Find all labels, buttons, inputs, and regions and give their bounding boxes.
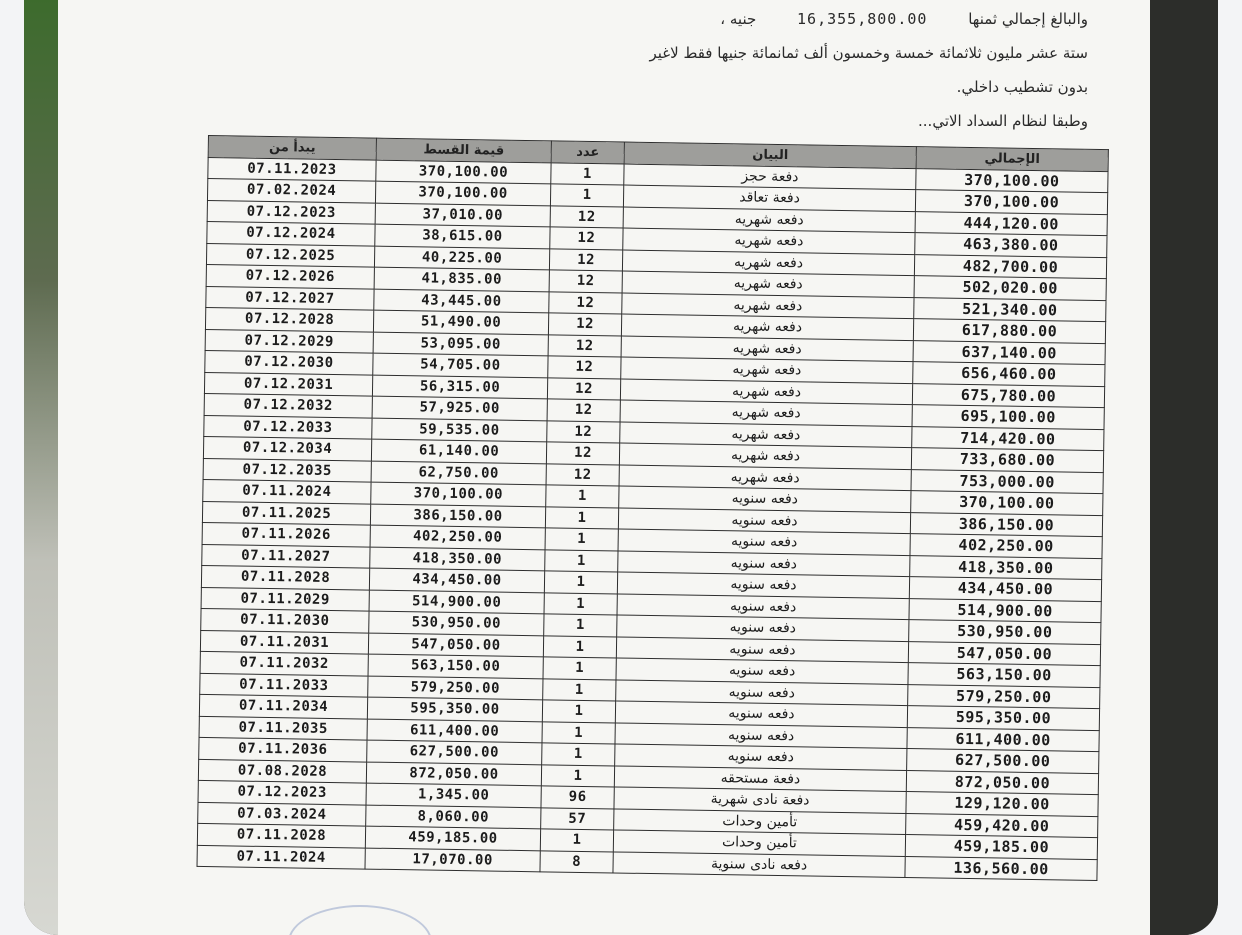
- cell-installment: 57,925.00: [372, 396, 547, 420]
- cell-count: 12: [550, 227, 623, 250]
- cell-total: 482,700.00: [914, 254, 1106, 279]
- cell-description: دفعه سنويه: [618, 550, 910, 576]
- company-seal: [288, 905, 432, 935]
- cell-total: 530,950.00: [909, 620, 1101, 645]
- cell-total: 611,400.00: [907, 727, 1099, 752]
- cell-count: 12: [546, 442, 619, 465]
- cell-total: 617,880.00: [913, 319, 1105, 344]
- cell-count: 1: [545, 506, 618, 529]
- cell-installment: 418,350.00: [370, 547, 545, 571]
- cell-installment: 37,010.00: [375, 203, 550, 227]
- cell-start: 07.12.2025: [206, 243, 374, 267]
- cell-description: دفعه سنويه: [615, 722, 907, 748]
- total-price-line: [720, 10, 1088, 28]
- cell-count: 12: [547, 420, 620, 443]
- cell-installment: 1,345.00: [366, 783, 541, 807]
- cell-description: دفعه سنويه: [618, 507, 910, 533]
- cell-count: 1: [541, 764, 614, 787]
- cell-count: 12: [546, 463, 619, 486]
- cell-installment: 402,250.00: [370, 525, 545, 549]
- cell-installment: 547,050.00: [368, 633, 543, 657]
- cell-description: تأمين وحدات: [614, 808, 906, 834]
- cell-description: دفعة حجز: [624, 164, 916, 190]
- cell-description: دفعه شهريه: [622, 271, 914, 297]
- cell-installment: 627,500.00: [367, 740, 542, 764]
- cell-total: 402,250.00: [910, 534, 1102, 559]
- cell-total: 136,560.00: [905, 856, 1097, 881]
- cell-count: 12: [548, 313, 621, 336]
- cell-description: دفعه سنويه: [618, 529, 910, 555]
- cell-description: دفعه سنويه: [617, 593, 909, 619]
- cell-count: 57: [541, 807, 614, 830]
- cell-start: 07.11.2029: [201, 587, 369, 611]
- cell-total: 656,460.00: [913, 362, 1105, 387]
- cell-installment: 53,095.00: [373, 332, 548, 356]
- cell-total: 514,900.00: [909, 598, 1101, 623]
- cell-installment: 43,445.00: [374, 289, 549, 313]
- cell-installment: 370,100.00: [376, 160, 551, 184]
- cell-start: 07.03.2024: [198, 802, 366, 826]
- cell-count: 12: [548, 356, 621, 379]
- total-label: والبالغ إجمالي ثمنها: [968, 10, 1088, 28]
- cell-count: 1: [543, 635, 616, 658]
- background-right: [1148, 0, 1218, 935]
- cell-count: 1: [544, 614, 617, 637]
- cell-start: 07.12.2024: [207, 221, 375, 245]
- cell-description: تأمين وحدات: [613, 830, 905, 856]
- cell-count: 1: [542, 721, 615, 744]
- cell-total: 459,185.00: [905, 835, 1097, 860]
- cell-start: 07.11.2027: [202, 544, 370, 568]
- cell-start: 07.12.2027: [206, 286, 374, 310]
- cell-installment: 40,225.00: [374, 246, 549, 270]
- cell-description: دفعه شهريه: [621, 314, 913, 340]
- cell-count: 1: [542, 700, 615, 723]
- cell-count: 12: [549, 270, 622, 293]
- cell-start: 07.12.2032: [204, 393, 372, 417]
- cell-description: دفعه شهريه: [620, 422, 912, 448]
- cell-count: 1: [545, 549, 618, 572]
- cell-total: 386,150.00: [910, 512, 1102, 537]
- cell-installment: 459,185.00: [365, 826, 540, 850]
- cell-start: 07.12.2026: [206, 264, 374, 288]
- cell-start: 07.11.2026: [202, 522, 370, 546]
- cell-count: 12: [547, 399, 620, 422]
- cell-count: 1: [543, 678, 616, 701]
- total-currency: جنيه ،: [720, 10, 757, 28]
- cell-installment: 611,400.00: [367, 719, 542, 743]
- cell-count: 1: [540, 829, 613, 852]
- cell-count: 1: [544, 592, 617, 615]
- cell-total: 370,100.00: [911, 491, 1103, 516]
- cell-start: 07.11.2028: [197, 823, 365, 847]
- cell-installment: 579,250.00: [368, 676, 543, 700]
- total-amount: 16,355,800.00: [797, 10, 928, 28]
- cell-start: 07.08.2028: [198, 759, 366, 783]
- column-header-description: البيان: [624, 142, 916, 168]
- cell-start: 07.11.2032: [200, 651, 368, 675]
- cell-installment: 514,900.00: [369, 590, 544, 614]
- cell-description: دفعه سنويه: [615, 744, 907, 770]
- cell-description: دفعه شهريه: [621, 357, 913, 383]
- cell-installment: 872,050.00: [366, 762, 541, 786]
- cell-total: 418,350.00: [910, 555, 1102, 580]
- cell-count: 1: [545, 528, 618, 551]
- cell-count: 12: [548, 334, 621, 357]
- cell-start: 07.12.2023: [198, 780, 366, 804]
- cell-total: 753,000.00: [911, 469, 1103, 494]
- cell-total: 444,120.00: [915, 211, 1107, 236]
- cell-count: 12: [550, 205, 623, 228]
- cell-start: 07.11.2024: [203, 479, 371, 503]
- cell-installment: 530,950.00: [369, 611, 544, 635]
- cell-description: دفعه شهريه: [619, 465, 911, 491]
- cell-count: 1: [542, 743, 615, 766]
- cell-total: 627,500.00: [907, 749, 1099, 774]
- cell-start: 07.12.2033: [204, 415, 372, 439]
- cell-count: 96: [541, 786, 614, 809]
- cell-description: دفعه نادى سنوية: [613, 851, 905, 877]
- total-in-words: ستة عشر مليون ثلاثمائة خمسة وخمسون ألف ثمانمائة جنيها فقط لاغير: [649, 44, 1088, 62]
- cell-installment: 370,100.00: [371, 482, 546, 506]
- cell-installment: 386,150.00: [370, 504, 545, 528]
- cell-installment: 8,060.00: [366, 805, 541, 829]
- cell-count: 8: [540, 850, 613, 873]
- cell-total: 714,420.00: [912, 426, 1104, 451]
- cell-installment: 595,350.00: [367, 697, 542, 721]
- cell-total: 370,100.00: [915, 190, 1107, 215]
- cell-start: 07.12.2034: [203, 436, 371, 460]
- cell-description: دفعه سنويه: [615, 701, 907, 727]
- cell-description: دفعه شهريه: [620, 400, 912, 426]
- cell-start: 07.12.2030: [205, 350, 373, 374]
- cell-count: 1: [543, 657, 616, 680]
- cell-description: دفعه شهريه: [621, 336, 913, 362]
- document-page: [58, 0, 1150, 935]
- cell-total: 129,120.00: [906, 792, 1098, 817]
- cell-total: 595,350.00: [907, 706, 1099, 731]
- cell-total: 463,380.00: [915, 233, 1107, 258]
- cell-start: 07.11.2028: [201, 565, 369, 589]
- cell-total: 521,340.00: [914, 297, 1106, 322]
- cell-count: 1: [544, 571, 617, 594]
- cell-description: دفعه شهريه: [622, 293, 914, 319]
- cell-description: دفعه سنويه: [619, 486, 911, 512]
- cell-count: 1: [550, 184, 623, 207]
- cell-description: دفعه شهريه: [619, 443, 911, 469]
- cell-description: دفعه شهريه: [623, 228, 915, 254]
- cell-start: 07.12.2023: [207, 200, 375, 224]
- cell-installment: 51,490.00: [373, 310, 548, 334]
- cell-count: 12: [549, 291, 622, 314]
- cell-start: 07.11.2035: [199, 716, 367, 740]
- payment-intro: وطبقا لنظام السداد الاتي...: [918, 112, 1088, 130]
- cell-total: 563,150.00: [908, 663, 1100, 688]
- cell-start: 07.11.2036: [199, 737, 367, 761]
- cell-description: دفعه سنويه: [616, 679, 908, 705]
- cell-description: دفعه سنويه: [616, 636, 908, 662]
- cell-start: 07.11.2025: [202, 501, 370, 525]
- cell-start: 07.11.2033: [200, 673, 368, 697]
- cell-total: 675,780.00: [912, 383, 1104, 408]
- cell-count: 12: [549, 248, 622, 271]
- cell-total: 434,450.00: [909, 577, 1101, 602]
- cell-installment: 38,615.00: [375, 224, 550, 248]
- cell-installment: 563,150.00: [368, 654, 543, 678]
- cell-start: 07.12.2035: [203, 458, 371, 482]
- cell-installment: 56,315.00: [372, 375, 547, 399]
- cell-start: 07.11.2031: [200, 630, 368, 654]
- cell-installment: 370,100.00: [375, 181, 550, 205]
- cell-installment: 59,535.00: [372, 418, 547, 442]
- photo-frame: [24, 0, 1218, 935]
- cell-description: دفعه سنويه: [617, 615, 909, 641]
- payment-schedule-table: [197, 135, 1109, 881]
- cell-installment: 61,140.00: [371, 439, 546, 463]
- cell-total: 459,420.00: [906, 813, 1098, 838]
- cell-start: 07.11.2024: [197, 845, 365, 869]
- cell-description: دفعه سنويه: [617, 572, 909, 598]
- column-header-installment: قيمة القسط: [376, 138, 551, 162]
- column-header-start: يبدأ من: [208, 136, 376, 160]
- column-header-total: الإجمالي: [916, 147, 1108, 172]
- cell-start: 07.12.2029: [205, 329, 373, 353]
- cell-description: دفعة مستحقه: [614, 765, 906, 791]
- cell-description: دفعه شهريه: [620, 379, 912, 405]
- cell-start: 07.02.2024: [207, 179, 375, 203]
- cell-start: 07.11.2034: [199, 694, 367, 718]
- background-left: [24, 0, 58, 935]
- cell-count: 1: [546, 485, 619, 508]
- cell-total: 872,050.00: [906, 770, 1098, 795]
- cell-total: 579,250.00: [908, 684, 1100, 709]
- table-body: [197, 157, 1108, 881]
- column-header-count: عدد: [551, 141, 624, 164]
- cell-description: دفعة تعاقد: [623, 185, 915, 211]
- cell-installment: 62,750.00: [371, 461, 546, 485]
- cell-total: 370,100.00: [916, 168, 1108, 193]
- cell-installment: 41,835.00: [374, 267, 549, 291]
- cell-count: 1: [551, 162, 624, 185]
- finishing-note: بدون تشطيب داخلي.: [956, 78, 1088, 96]
- cell-count: 12: [547, 377, 620, 400]
- cell-description: دفعه شهريه: [623, 207, 915, 233]
- cell-description: دفعة نادى شهرية: [614, 787, 906, 813]
- cell-total: 695,100.00: [912, 405, 1104, 430]
- cell-total: 733,680.00: [911, 448, 1103, 473]
- cell-total: 637,140.00: [913, 340, 1105, 365]
- cell-total: 547,050.00: [908, 641, 1100, 666]
- cell-start: 07.11.2030: [201, 608, 369, 632]
- cell-installment: 17,070.00: [365, 848, 540, 872]
- cell-start: 07.12.2031: [204, 372, 372, 396]
- cell-description: دفعه سنويه: [616, 658, 908, 684]
- cell-description: دفعه شهريه: [622, 250, 914, 276]
- cell-total: 502,020.00: [914, 276, 1106, 301]
- cell-start: 07.12.2028: [205, 307, 373, 331]
- cell-installment: 54,705.00: [373, 353, 548, 377]
- cell-installment: 434,450.00: [369, 568, 544, 592]
- cell-start: 07.11.2023: [208, 157, 376, 181]
